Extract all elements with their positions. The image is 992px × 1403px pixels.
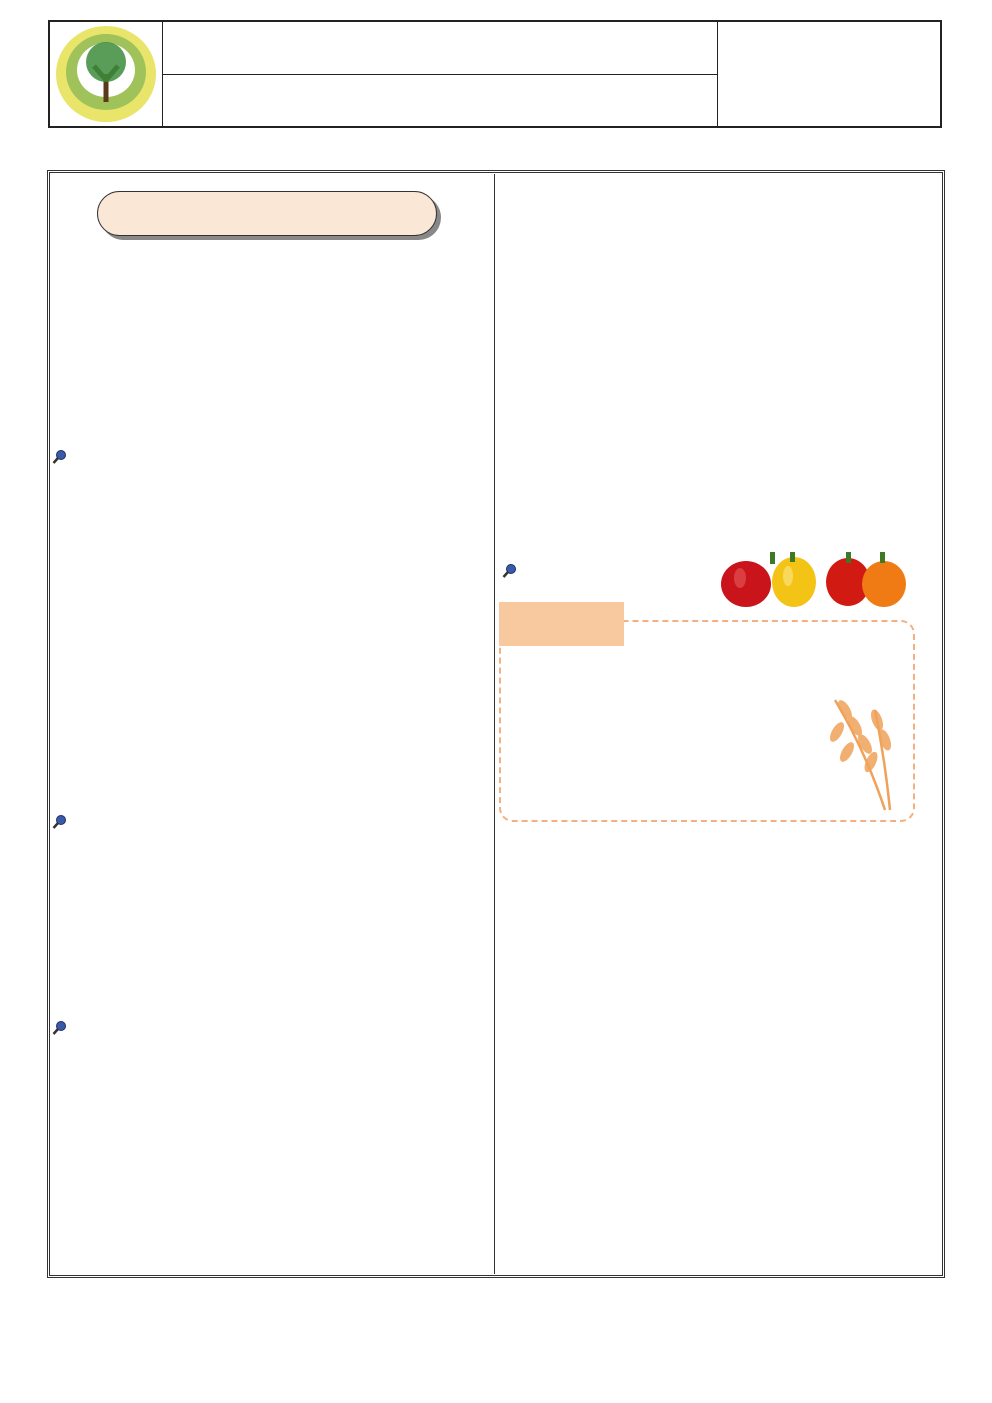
wheat-icon [815,690,910,815]
picky-eating-heading [97,191,437,236]
contact-line [717,97,940,120]
header-middle [162,22,718,126]
magnifier-icon [52,1020,68,1036]
header [48,20,942,128]
newsletter-title [162,22,717,75]
section-heading [52,814,72,832]
column-divider [494,174,495,1274]
logo-cell [50,22,163,126]
school-logo-icon [50,22,162,126]
section-heading [52,449,72,467]
school-motto [162,74,717,126]
section-heading [52,1020,72,1038]
magnifier-icon [52,814,68,830]
school-contacts [717,22,940,126]
magnifier-icon [52,449,68,465]
cook-together-heading [502,563,522,581]
contact-line [717,51,940,74]
contact-line [717,74,940,97]
tip-label [499,602,624,646]
school-name [717,28,940,51]
magnifier-icon [502,563,518,579]
paprika-image [720,548,910,610]
